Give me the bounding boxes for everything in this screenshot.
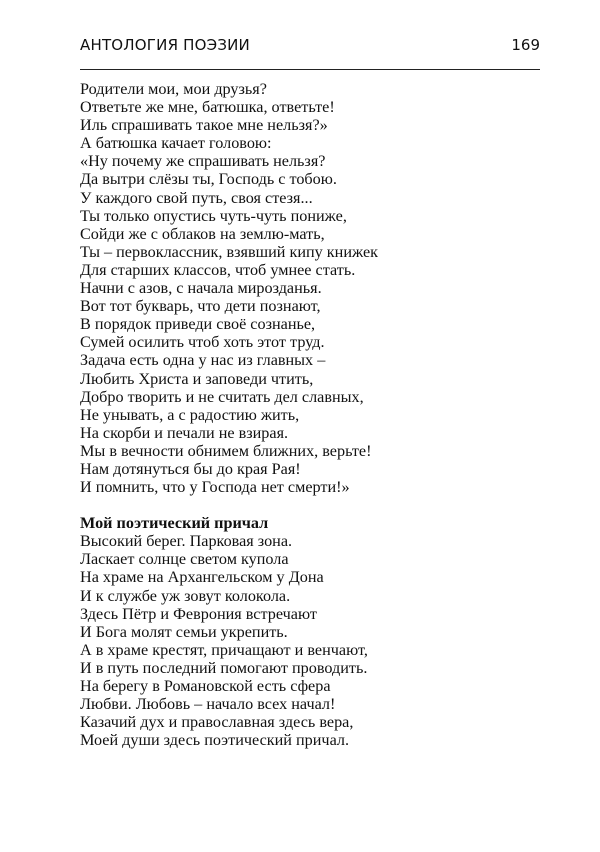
poem-title: Мой поэтический причал bbox=[80, 514, 269, 533]
poem-line: Моей души здесь поэтический причал. bbox=[80, 731, 350, 750]
poem-line: Да вытри слёзы ты, Господь с тобою. bbox=[80, 170, 337, 189]
poem-line: А в храме крестят, причащают и венчают, bbox=[80, 640, 368, 659]
poem-line: Ты только опустись чуть-чуть пониже, bbox=[80, 206, 347, 225]
poem-line: Любить Христа и заповеди чтить, bbox=[80, 369, 314, 388]
poem-line: Сойди же с облаков на землю-мать, bbox=[80, 224, 325, 243]
poem-line: И в путь последний помогают проводить. bbox=[80, 658, 368, 677]
poem-line: Начни с азов, с начала мирозданья. bbox=[80, 279, 322, 298]
poem-line: Любви. Любовь – начало всех начал! bbox=[80, 695, 336, 714]
poem-line: Сумей осилить чтоб хоть этот труд. bbox=[80, 333, 325, 352]
poem-line: «Ну почему же спрашивать нельзя? bbox=[80, 152, 326, 171]
poem-line: Здесь Пётр и Феврония встречают bbox=[80, 604, 317, 623]
poem-line: У каждого свой путь, своя стезя... bbox=[80, 188, 313, 207]
poem-line: Нам дотянуться бы до края Рая! bbox=[80, 459, 301, 478]
poem-line: Высокий берег. Парковая зона. bbox=[80, 532, 293, 551]
poem-line: Для старших классов, чтоб умнее стать. bbox=[80, 260, 356, 279]
poem-line: И помнить, что у Господа нет смерти!» bbox=[80, 478, 350, 497]
page-body bbox=[80, 80, 540, 749]
running-header bbox=[80, 34, 540, 64]
poem-my-poetic-pier bbox=[80, 514, 540, 749]
page-number: 169 bbox=[511, 36, 540, 54]
poem-line: На берегу в Романовской есть сфера bbox=[80, 677, 331, 695]
book-title: АНТОЛОГИЯ ПОЭЗИИ bbox=[80, 36, 250, 54]
poem-line: Родители мои, мои друзья? bbox=[80, 80, 267, 98]
poem-line: Ты – первоклассник, взявший кипу книжек bbox=[80, 242, 378, 261]
header-divider bbox=[80, 69, 540, 70]
poem-line: Не унывать, а с радостию жить, bbox=[80, 405, 300, 424]
poem-line: И Бога молят семьи укрепить. bbox=[80, 622, 288, 641]
poem-line: На храме на Архангельском у Дона bbox=[80, 568, 324, 587]
poem-line: В порядок приведи своё сознанье, bbox=[80, 315, 316, 334]
poem-line: А батюшка качает головою: bbox=[80, 134, 272, 153]
poem-line: Казачий дух и православная здесь вера, bbox=[80, 713, 354, 732]
poem-line: Добро творить и не считать дел славных, bbox=[80, 387, 364, 406]
poem-line: На скорби и печали не взирая. bbox=[80, 423, 289, 442]
poem-line: Ласкает солнце светом купола bbox=[80, 550, 289, 569]
poem-line: И к службе уж зовут колокола. bbox=[80, 586, 291, 605]
poem-line: Задача есть одна у нас из главных – bbox=[80, 351, 326, 370]
poem-line: Вот тот букварь, что дети познают, bbox=[80, 297, 321, 316]
poem-line: Мы в вечности обнимем ближних, верьте! bbox=[80, 441, 372, 460]
poem-line: Иль спрашивать такое мне нельзя?» bbox=[80, 116, 328, 135]
poem-continuation bbox=[80, 80, 540, 496]
poem-line: Ответьте же мне, батюшка, ответьте! bbox=[80, 98, 335, 117]
